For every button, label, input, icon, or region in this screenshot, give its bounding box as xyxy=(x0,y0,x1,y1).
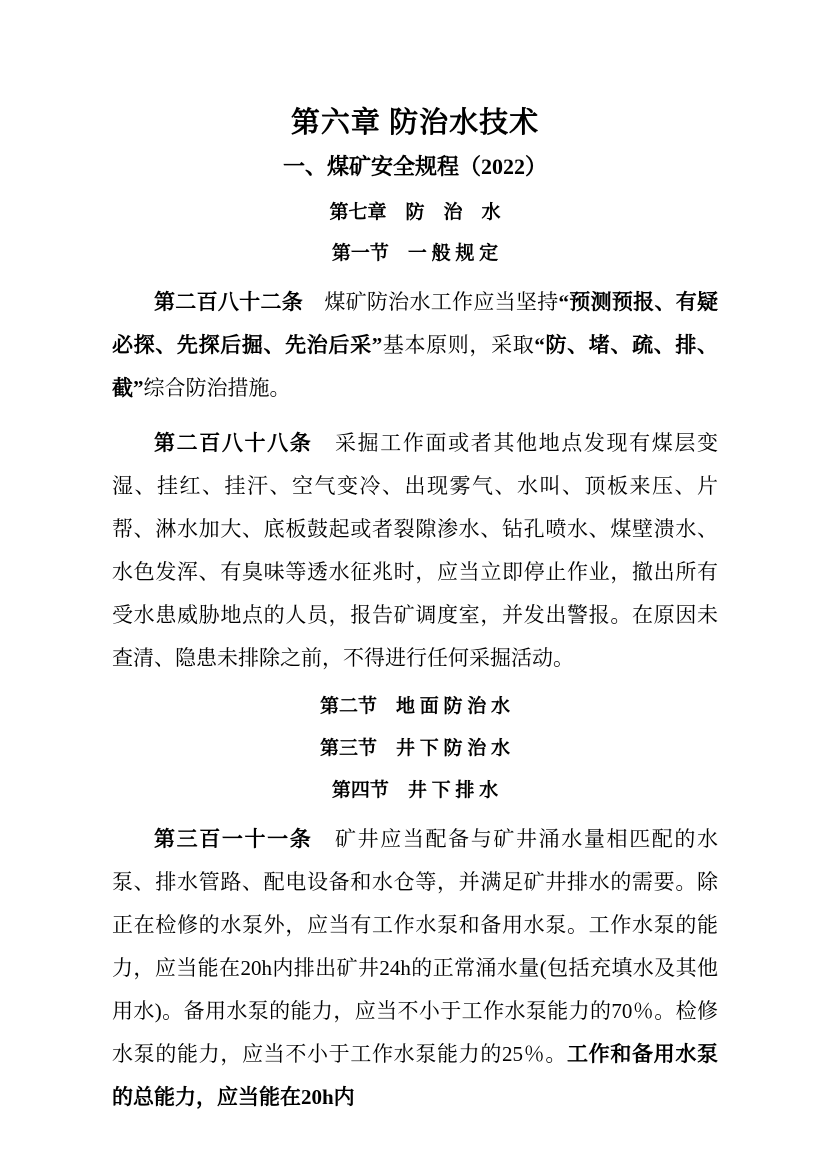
text-run: 矿井应当配备与矿井涌水量相匹配的水泵、排水管路、配电设备和水仓等，并满足矿井排水的需要。除正在检修的水泵外，应当有工作水泵和备用水泵。工作水泵的能力，应当能在20h内排出矿井24h的正常涌水量(包括充填水及其他用水)。备用水泵的能力，应当不小于工作水泵能力的70％。检修水泵的能力，应当不小于工作水泵能力的25％。 xyxy=(112,827,718,1066)
text-run: 综合防治措施。 xyxy=(143,376,291,400)
paragraph xyxy=(112,818,718,1119)
paragraph xyxy=(112,281,718,410)
doc-subtitle: 一、煤矿安全规程（2022） xyxy=(282,154,547,179)
section-heading: 第二节 地 面 防 治 水 xyxy=(319,696,510,717)
bold-text-run: 第三百一十一条 xyxy=(154,827,313,851)
text-run: 基本原则，采取 xyxy=(382,333,535,357)
bold-text-run: “预测预报、有疑必探、先探后掘、先治后采” xyxy=(112,290,719,357)
section-heading: 第三节 井 下 防 治 水 xyxy=(319,738,510,759)
document-content xyxy=(112,103,718,1119)
bold-text-run: 工作和备用水泵的总能力，应当能在20h内 xyxy=(112,1042,718,1109)
bold-text-run: 第二百八十二条 xyxy=(154,290,304,314)
paragraph xyxy=(112,422,718,680)
doc-title: 第六章 防治水技术 xyxy=(290,107,540,139)
text-run: 煤矿防治水工作应当坚持 xyxy=(303,290,559,314)
chapter-heading: 第七章 防 治 水 xyxy=(329,202,501,223)
section-heading: 第四节 井 下 排 水 xyxy=(331,780,499,801)
section-heading: 第一节 一 般 规 定 xyxy=(331,243,499,264)
text-run: 采掘工作面或者其他地点发现有煤层变湿、挂红、挂汗、空气变冷、出现雾气、水叫、顶板来压、片帮、淋水加大、底板鼓起或者裂隙渗水、钻孔喷水、煤壁溃水、水色发浑、有臭味等透水征兆时，应当立即停止作业，撤出所有受水患威胁地点的人员，报告矿调度室，并发出警报。在原因未查清、隐患未排除之前，不得进行任何采掘活动。 xyxy=(112,431,718,670)
bold-text-run: “防、堵、疏、排、截” xyxy=(112,333,719,400)
bold-text-run: 第二百八十八条 xyxy=(154,431,313,455)
